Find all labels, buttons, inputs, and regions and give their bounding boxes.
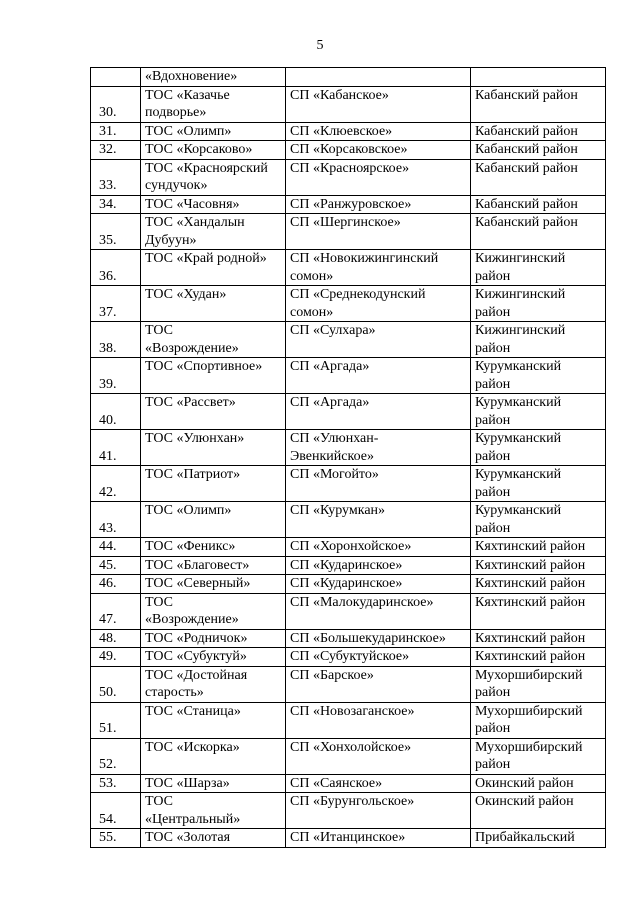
tos-name-cell: ТОС «Северный» bbox=[141, 575, 286, 594]
row-number-cell: 37. bbox=[91, 286, 141, 322]
district-name-cell: Кабанский район bbox=[471, 159, 606, 195]
district-name-cell: Кяхтинский район bbox=[471, 556, 606, 575]
district-name-cell: Мухоршибирский район bbox=[471, 702, 606, 738]
district-name-cell: Окинский район bbox=[471, 774, 606, 793]
settlement-name-cell: СП «Ранжуровское» bbox=[286, 195, 471, 214]
tos-name-cell: ТОС «Рассвет» bbox=[141, 394, 286, 430]
row-number-cell: 43. bbox=[91, 502, 141, 538]
row-number-cell: 39. bbox=[91, 358, 141, 394]
tos-name-cell: ТОС «Худан» bbox=[141, 286, 286, 322]
district-name-cell: Курумканский район bbox=[471, 466, 606, 502]
table-row bbox=[91, 159, 606, 195]
district-name-cell: Окинский район bbox=[471, 793, 606, 829]
row-number-cell: 36. bbox=[91, 250, 141, 286]
settlement-name-cell: СП «Улюнхан- Эвенкийское» bbox=[286, 430, 471, 466]
district-name-cell: Кяхтинский район bbox=[471, 629, 606, 648]
table-row bbox=[91, 122, 606, 141]
district-name-cell: Кабанский район bbox=[471, 195, 606, 214]
district-name-cell: Кижингинский район bbox=[471, 250, 606, 286]
settlement-name-cell: СП «Бурунгольское» bbox=[286, 793, 471, 829]
district-name-cell: Кабанский район bbox=[471, 141, 606, 160]
table-row bbox=[91, 793, 606, 829]
settlement-name-cell: СП «Кударинское» bbox=[286, 575, 471, 594]
district-name-cell: Прибайкальский bbox=[471, 829, 606, 848]
table-row bbox=[91, 593, 606, 629]
table-row bbox=[91, 358, 606, 394]
table-row bbox=[91, 774, 606, 793]
row-number-cell: 32. bbox=[91, 141, 141, 160]
tos-name-cell: ТОС «Хандалын Дубуун» bbox=[141, 214, 286, 250]
table-row bbox=[91, 430, 606, 466]
district-name-cell: Кижингинский район bbox=[471, 322, 606, 358]
settlement-name-cell: СП «Аргада» bbox=[286, 394, 471, 430]
table-row bbox=[91, 538, 606, 557]
settlement-name-cell: СП «Клюевское» bbox=[286, 122, 471, 141]
row-number-cell: 34. bbox=[91, 195, 141, 214]
district-name-cell bbox=[471, 68, 606, 87]
tos-name-cell: ТОС «Олимп» bbox=[141, 122, 286, 141]
tos-name-cell: ТОС «Благовест» bbox=[141, 556, 286, 575]
table-row bbox=[91, 86, 606, 122]
row-number-cell: 50. bbox=[91, 666, 141, 702]
tos-name-cell: ТОС «Золотая bbox=[141, 829, 286, 848]
tos-name-cell: ТОС «Возрождение» bbox=[141, 593, 286, 629]
district-name-cell: Кяхтинский район bbox=[471, 648, 606, 667]
tos-name-cell: ТОС «Шарза» bbox=[141, 774, 286, 793]
settlement-name-cell: СП «Хонхолойское» bbox=[286, 738, 471, 774]
district-name-cell: Курумканский район bbox=[471, 358, 606, 394]
tos-registry-body bbox=[91, 68, 606, 848]
settlement-name-cell: СП «Хоронхойское» bbox=[286, 538, 471, 557]
tos-registry-table bbox=[90, 67, 606, 848]
settlement-name-cell: СП «Саянское» bbox=[286, 774, 471, 793]
row-number-cell: 54. bbox=[91, 793, 141, 829]
row-number-cell: 51. bbox=[91, 702, 141, 738]
table-row bbox=[91, 466, 606, 502]
tos-name-cell: ТОС «Спортивное» bbox=[141, 358, 286, 394]
settlement-name-cell: СП «Кударинское» bbox=[286, 556, 471, 575]
settlement-name-cell: СП «Красноярское» bbox=[286, 159, 471, 195]
settlement-name-cell: СП «Могойто» bbox=[286, 466, 471, 502]
district-name-cell: Курумканский район bbox=[471, 502, 606, 538]
district-name-cell: Мухоршибирский район bbox=[471, 666, 606, 702]
tos-name-cell: ТОС «Достойная старость» bbox=[141, 666, 286, 702]
row-number-cell: 42. bbox=[91, 466, 141, 502]
row-number-cell: 40. bbox=[91, 394, 141, 430]
table-row bbox=[91, 575, 606, 594]
district-name-cell: Кяхтинский район bbox=[471, 575, 606, 594]
district-name-cell: Курумканский район bbox=[471, 430, 606, 466]
row-number-cell: 44. bbox=[91, 538, 141, 557]
settlement-name-cell bbox=[286, 68, 471, 87]
table-row bbox=[91, 68, 606, 87]
table-row bbox=[91, 214, 606, 250]
settlement-name-cell: СП «Субуктуйское» bbox=[286, 648, 471, 667]
tos-name-cell: ТОС «Патриот» bbox=[141, 466, 286, 502]
settlement-name-cell: СП «Среднекодунский сомон» bbox=[286, 286, 471, 322]
settlement-name-cell: СП «Новозаганское» bbox=[286, 702, 471, 738]
settlement-name-cell: СП «Курумкан» bbox=[286, 502, 471, 538]
table-row bbox=[91, 738, 606, 774]
tos-name-cell: ТОС «Корсаково» bbox=[141, 141, 286, 160]
district-name-cell: Мухоршибирский район bbox=[471, 738, 606, 774]
row-number-cell: 48. bbox=[91, 629, 141, 648]
row-number-cell: 38. bbox=[91, 322, 141, 358]
row-number-cell: 53. bbox=[91, 774, 141, 793]
district-name-cell: Кабанский район bbox=[471, 214, 606, 250]
settlement-name-cell: СП «Итанцинское» bbox=[286, 829, 471, 848]
settlement-name-cell: СП «Барское» bbox=[286, 666, 471, 702]
table-row bbox=[91, 502, 606, 538]
table-row bbox=[91, 702, 606, 738]
row-number-cell: 55. bbox=[91, 829, 141, 848]
row-number-cell: 30. bbox=[91, 86, 141, 122]
tos-name-cell: ТОС «Часовня» bbox=[141, 195, 286, 214]
district-name-cell: Кижингинский район bbox=[471, 286, 606, 322]
row-number-cell: 47. bbox=[91, 593, 141, 629]
district-name-cell: Кяхтинский район bbox=[471, 538, 606, 557]
tos-name-cell: ТОС «Центральный» bbox=[141, 793, 286, 829]
settlement-name-cell: СП «Кабанское» bbox=[286, 86, 471, 122]
tos-name-cell: ТОС «Искорка» bbox=[141, 738, 286, 774]
tos-name-cell: ТОС «Феникс» bbox=[141, 538, 286, 557]
tos-name-cell: ТОС «Край родной» bbox=[141, 250, 286, 286]
settlement-name-cell: СП «Аргада» bbox=[286, 358, 471, 394]
district-name-cell: Кабанский район bbox=[471, 122, 606, 141]
settlement-name-cell: СП «Новокижингинский сомон» bbox=[286, 250, 471, 286]
table-row bbox=[91, 141, 606, 160]
district-name-cell: Кабанский район bbox=[471, 86, 606, 122]
table-row bbox=[91, 286, 606, 322]
row-number-cell: 35. bbox=[91, 214, 141, 250]
settlement-name-cell: СП «Корсаковское» bbox=[286, 141, 471, 160]
table-row bbox=[91, 394, 606, 430]
table-row bbox=[91, 195, 606, 214]
row-number-cell: 31. bbox=[91, 122, 141, 141]
table-row bbox=[91, 829, 606, 848]
tos-name-cell: ТОС «Субуктуй» bbox=[141, 648, 286, 667]
tos-name-cell: ТОС «Красноярский сундучок» bbox=[141, 159, 286, 195]
row-number-cell: 41. bbox=[91, 430, 141, 466]
tos-name-cell: ТОС «Казачье подворье» bbox=[141, 86, 286, 122]
row-number-cell bbox=[91, 68, 141, 87]
row-number-cell: 46. bbox=[91, 575, 141, 594]
district-name-cell: Курумканский район bbox=[471, 394, 606, 430]
row-number-cell: 45. bbox=[91, 556, 141, 575]
table-row bbox=[91, 556, 606, 575]
tos-name-cell: ТОС «Родничок» bbox=[141, 629, 286, 648]
tos-name-cell: ТОС «Станица» bbox=[141, 702, 286, 738]
settlement-name-cell: СП «Большекударинское» bbox=[286, 629, 471, 648]
tos-name-cell: «Вдохновение» bbox=[141, 68, 286, 87]
table-row bbox=[91, 648, 606, 667]
row-number-cell: 52. bbox=[91, 738, 141, 774]
table-row bbox=[91, 666, 606, 702]
row-number-cell: 49. bbox=[91, 648, 141, 667]
page-number: 5 bbox=[316, 38, 324, 53]
settlement-name-cell: СП «Сулхара» bbox=[286, 322, 471, 358]
table-row bbox=[91, 322, 606, 358]
tos-name-cell: ТОС «Олимп» bbox=[141, 502, 286, 538]
row-number-cell: 33. bbox=[91, 159, 141, 195]
tos-name-cell: ТОС «Улюнхан» bbox=[141, 430, 286, 466]
settlement-name-cell: СП «Шергинское» bbox=[286, 214, 471, 250]
tos-name-cell: ТОС «Возрождение» bbox=[141, 322, 286, 358]
table-row bbox=[91, 629, 606, 648]
table-row bbox=[91, 250, 606, 286]
district-name-cell: Кяхтинский район bbox=[471, 593, 606, 629]
settlement-name-cell: СП «Малокударинское» bbox=[286, 593, 471, 629]
